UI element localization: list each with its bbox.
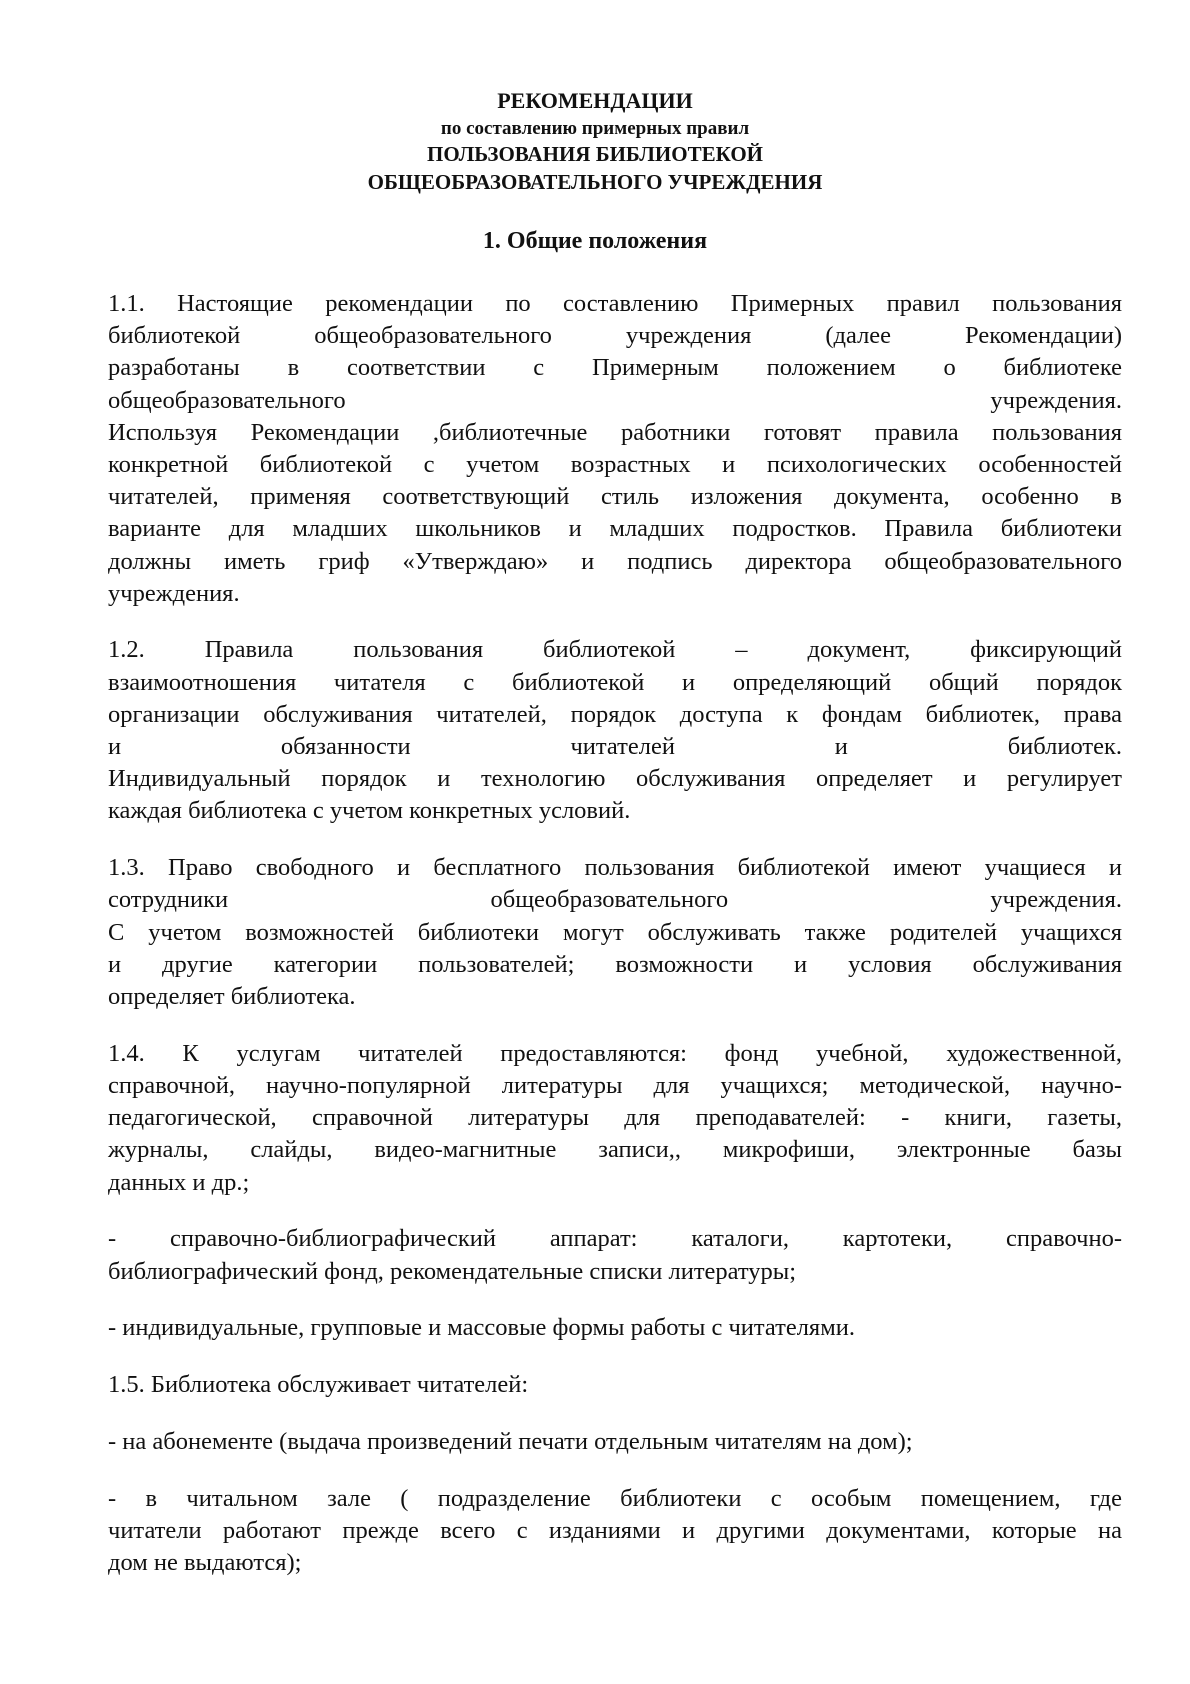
paragraph (108, 1223, 1122, 1287)
paragraph (108, 634, 1122, 827)
text-line: - на абонементе (выдача произведений печати отдельным читателям на дом); (108, 1427, 913, 1455)
text-line: организации обслуживания читателей, порядок доступа к фондам библиотек, права (108, 700, 1122, 728)
text-line: общеобразовательного учреждения. (108, 386, 1122, 414)
text-line: дом не выдаются); (108, 1549, 302, 1577)
text-line: и обязанности читателей и библиотек. (108, 733, 1122, 761)
text-line: учреждения. (108, 579, 240, 607)
document-title: РЕКОМЕНДАЦИИ (497, 88, 693, 113)
text-line: определяет библиотека. (108, 982, 356, 1010)
paragraph (108, 852, 1122, 1013)
document-subtitle: по составлению примерных правил (440, 118, 750, 139)
paragraph (108, 1426, 1122, 1458)
text-line: Используя Рекомендации ,библиотечные работники готовят правила пользования (108, 418, 1122, 446)
text-line: сотрудники общеобразовательного учреждения. (108, 886, 1122, 914)
paragraph (108, 1483, 1122, 1580)
text-line: варианте для младших школьников и младших подростков. Правила библиотеки (108, 515, 1122, 543)
text-line: - в читальном зале ( подразделение библиотеки с особым помещением, где (108, 1484, 1122, 1512)
paragraph (108, 1038, 1122, 1199)
text-line: 1.3. Право свободного и бесплатного пользования библиотекой имеют учащиеся и (108, 854, 1122, 882)
paragraph (108, 288, 1122, 610)
text-line: журналы, слайды, видео-магнитные записи,, микрофиши, электронные базы (108, 1136, 1122, 1164)
text-line: взаимоотношения читателя с библиотекой и определяющий общий порядок (108, 668, 1122, 696)
text-line: разработаны в соответствии с Примерным положением о библиотеке (108, 354, 1122, 382)
text-line: и другие категории пользователей; возможности и условия обслуживания (108, 950, 1122, 978)
text-line: справочной, научно-популярной литературы для учащихся; методической, научно- (108, 1071, 1122, 1099)
text-line: читатели работают прежде всего с изданиями и другими документами, которые на (108, 1516, 1122, 1544)
text-line: должны иметь гриф «Утверждаю» и подпись директора общеобразовательного (108, 547, 1122, 575)
text-line: - справочно-библиографический аппарат: каталоги, картотеки, справочно- (108, 1225, 1122, 1253)
text-line: библиографический фонд, рекомендательные списки литературы; (108, 1257, 797, 1285)
text-line: педагогической, справочной литературы для преподавателей: - книги, газеты, (108, 1104, 1122, 1132)
text-line: каждая библиотека с учетом конкретных условий. (108, 797, 631, 825)
paragraph (108, 1369, 1122, 1401)
text-line: 1.5. Библиотека обслуживает читателей: (108, 1371, 529, 1399)
document-title-line3: ОБЩЕОБРАЗОВАТЕЛЬНОГО УЧРЕЖДЕНИЯ (367, 170, 823, 194)
text-line: данных и др.; (108, 1168, 250, 1196)
section-heading: 1. Общие положения (482, 228, 708, 254)
text-line: 1.2. Правила пользования библиотекой – документ, фиксирующий (108, 636, 1122, 664)
text-line: С учетом возможностей библиотеки могут обслуживать также родителей учащихся (108, 918, 1122, 946)
text-line: 1.1. Настоящие рекомендации по составлению Примерных правил пользования (108, 290, 1122, 317)
text-line: конкретной библиотекой с учетом возрастных и психологических особенностей (108, 450, 1122, 478)
text-line: 1.4. К услугам читателей предоставляются: фонд учебной, художественной, (108, 1039, 1122, 1067)
text-line: библиотекой общеобразовательного учреждения (далее Рекомендации) (108, 322, 1122, 350)
paragraph (108, 1312, 1122, 1344)
text-line: читателей, применяя соответствующий стиль изложения документа, особенно в (108, 483, 1122, 511)
text-line: - индивидуальные, групповые и массовые формы работы с читателями. (108, 1314, 855, 1342)
document-body (108, 288, 1122, 1604)
document-title-line2: ПОЛЬЗОВАНИЯ БИБЛИОТЕКОЙ (427, 142, 763, 166)
text-line: Индивидуальный порядок и технологию обслуживания определяет и регулирует (108, 765, 1122, 793)
